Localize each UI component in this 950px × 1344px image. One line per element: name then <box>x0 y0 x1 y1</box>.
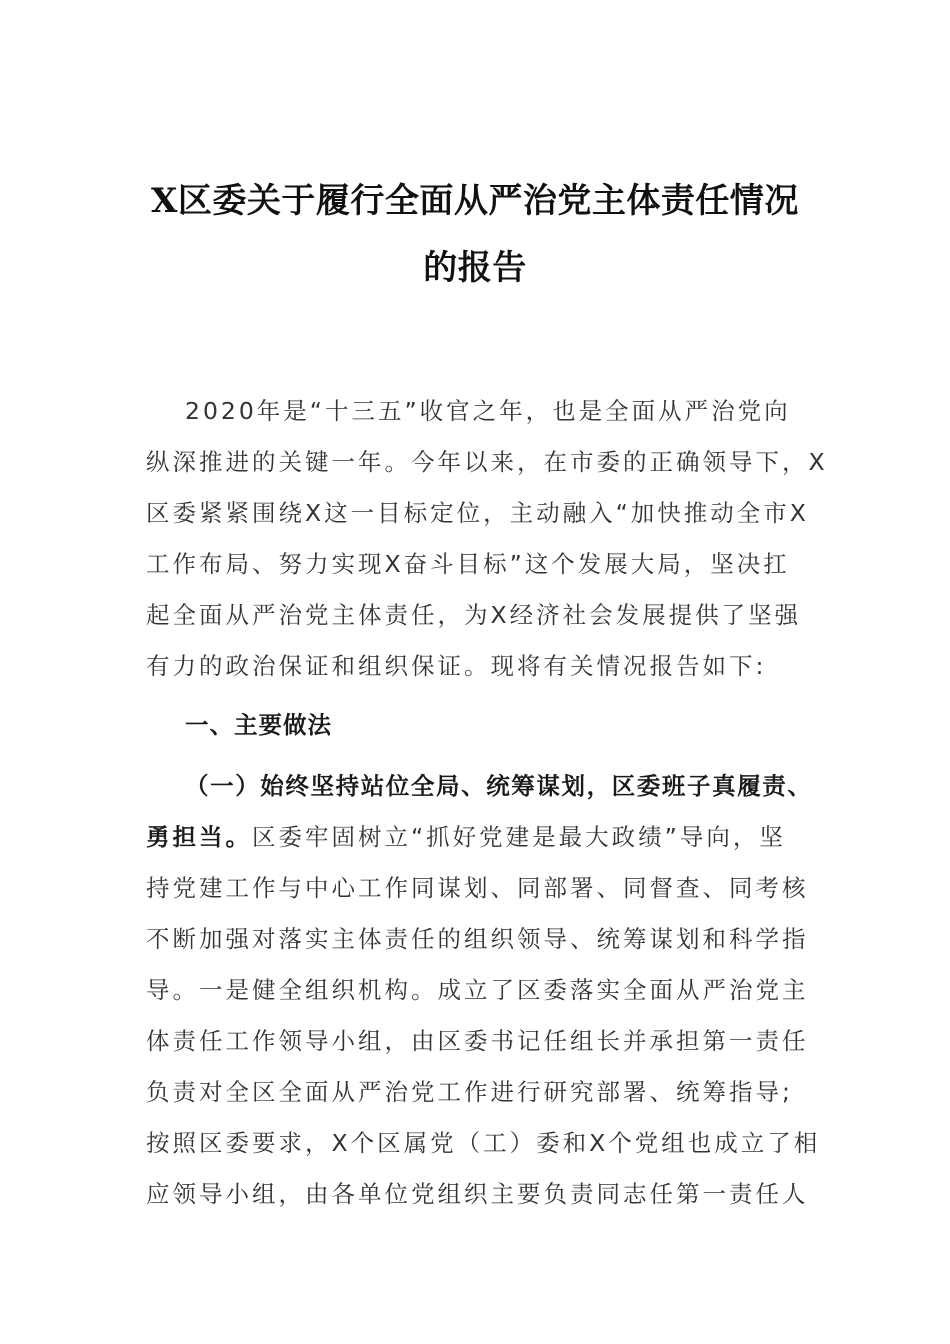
intro-line: 起全面从严治党主体责任，为X经济社会发展提供了坚强 <box>146 601 802 629</box>
body-line: 负责对全区全面从严治党工作进行研究部署、统筹指导; <box>146 1078 793 1106</box>
subsection-heading: （一）始终坚持站位全局、统筹谋划，区委班子真履责、 <box>185 772 813 800</box>
body-line: 导。一是健全组织机构。成立了区委落实全面从严治党主 <box>146 976 809 1004</box>
body-line: 持党建工作与中心工作同谋划、同部署、同督查、同考核 <box>146 874 809 902</box>
intro-line: 有力的政治保证和组织保证。现将有关情况报告如下: <box>146 652 767 680</box>
intro-line: 纵深推进的关键一年。今年以来，在市委的正确领导下，X <box>146 448 828 476</box>
section-heading: 一、主要做法 <box>185 711 332 739</box>
body-line: 按照区委要求，X个区属党（工）委和X个党组也成立了相 <box>146 1129 821 1157</box>
subsection-body-text: 区委牢固树立“抓好党建是最大政绩”导向，坚 <box>252 823 786 851</box>
subsection-line <box>146 821 826 853</box>
document-title-line-1: X区委关于履行全面从严治党主体责任情况 <box>151 181 799 221</box>
subsection-heading-tail: 勇担当。 <box>146 823 252 851</box>
body-line: 体责任工作领导小组，由区委书记任组长并承担第一责任 <box>146 1027 809 1055</box>
intro-line: 2020年是“十三五”收官之年，也是全面从严治党向 <box>185 397 791 425</box>
body-line: 应领导小组，由各单位党组织主要负责同志任第一责任人 <box>146 1180 809 1208</box>
intro-line: 工作布局、努力实现X奋斗目标”这个发展大局，坚决扛 <box>146 550 790 578</box>
intro-line: 区委紧紧围绕X这一目标定位，主动融入“加快推动全市X <box>146 499 809 527</box>
document-title-line-2: 的报告 <box>423 248 527 288</box>
body-line: 不断加强对落实主体责任的组织领导、统筹谋划和科学指 <box>146 925 809 953</box>
